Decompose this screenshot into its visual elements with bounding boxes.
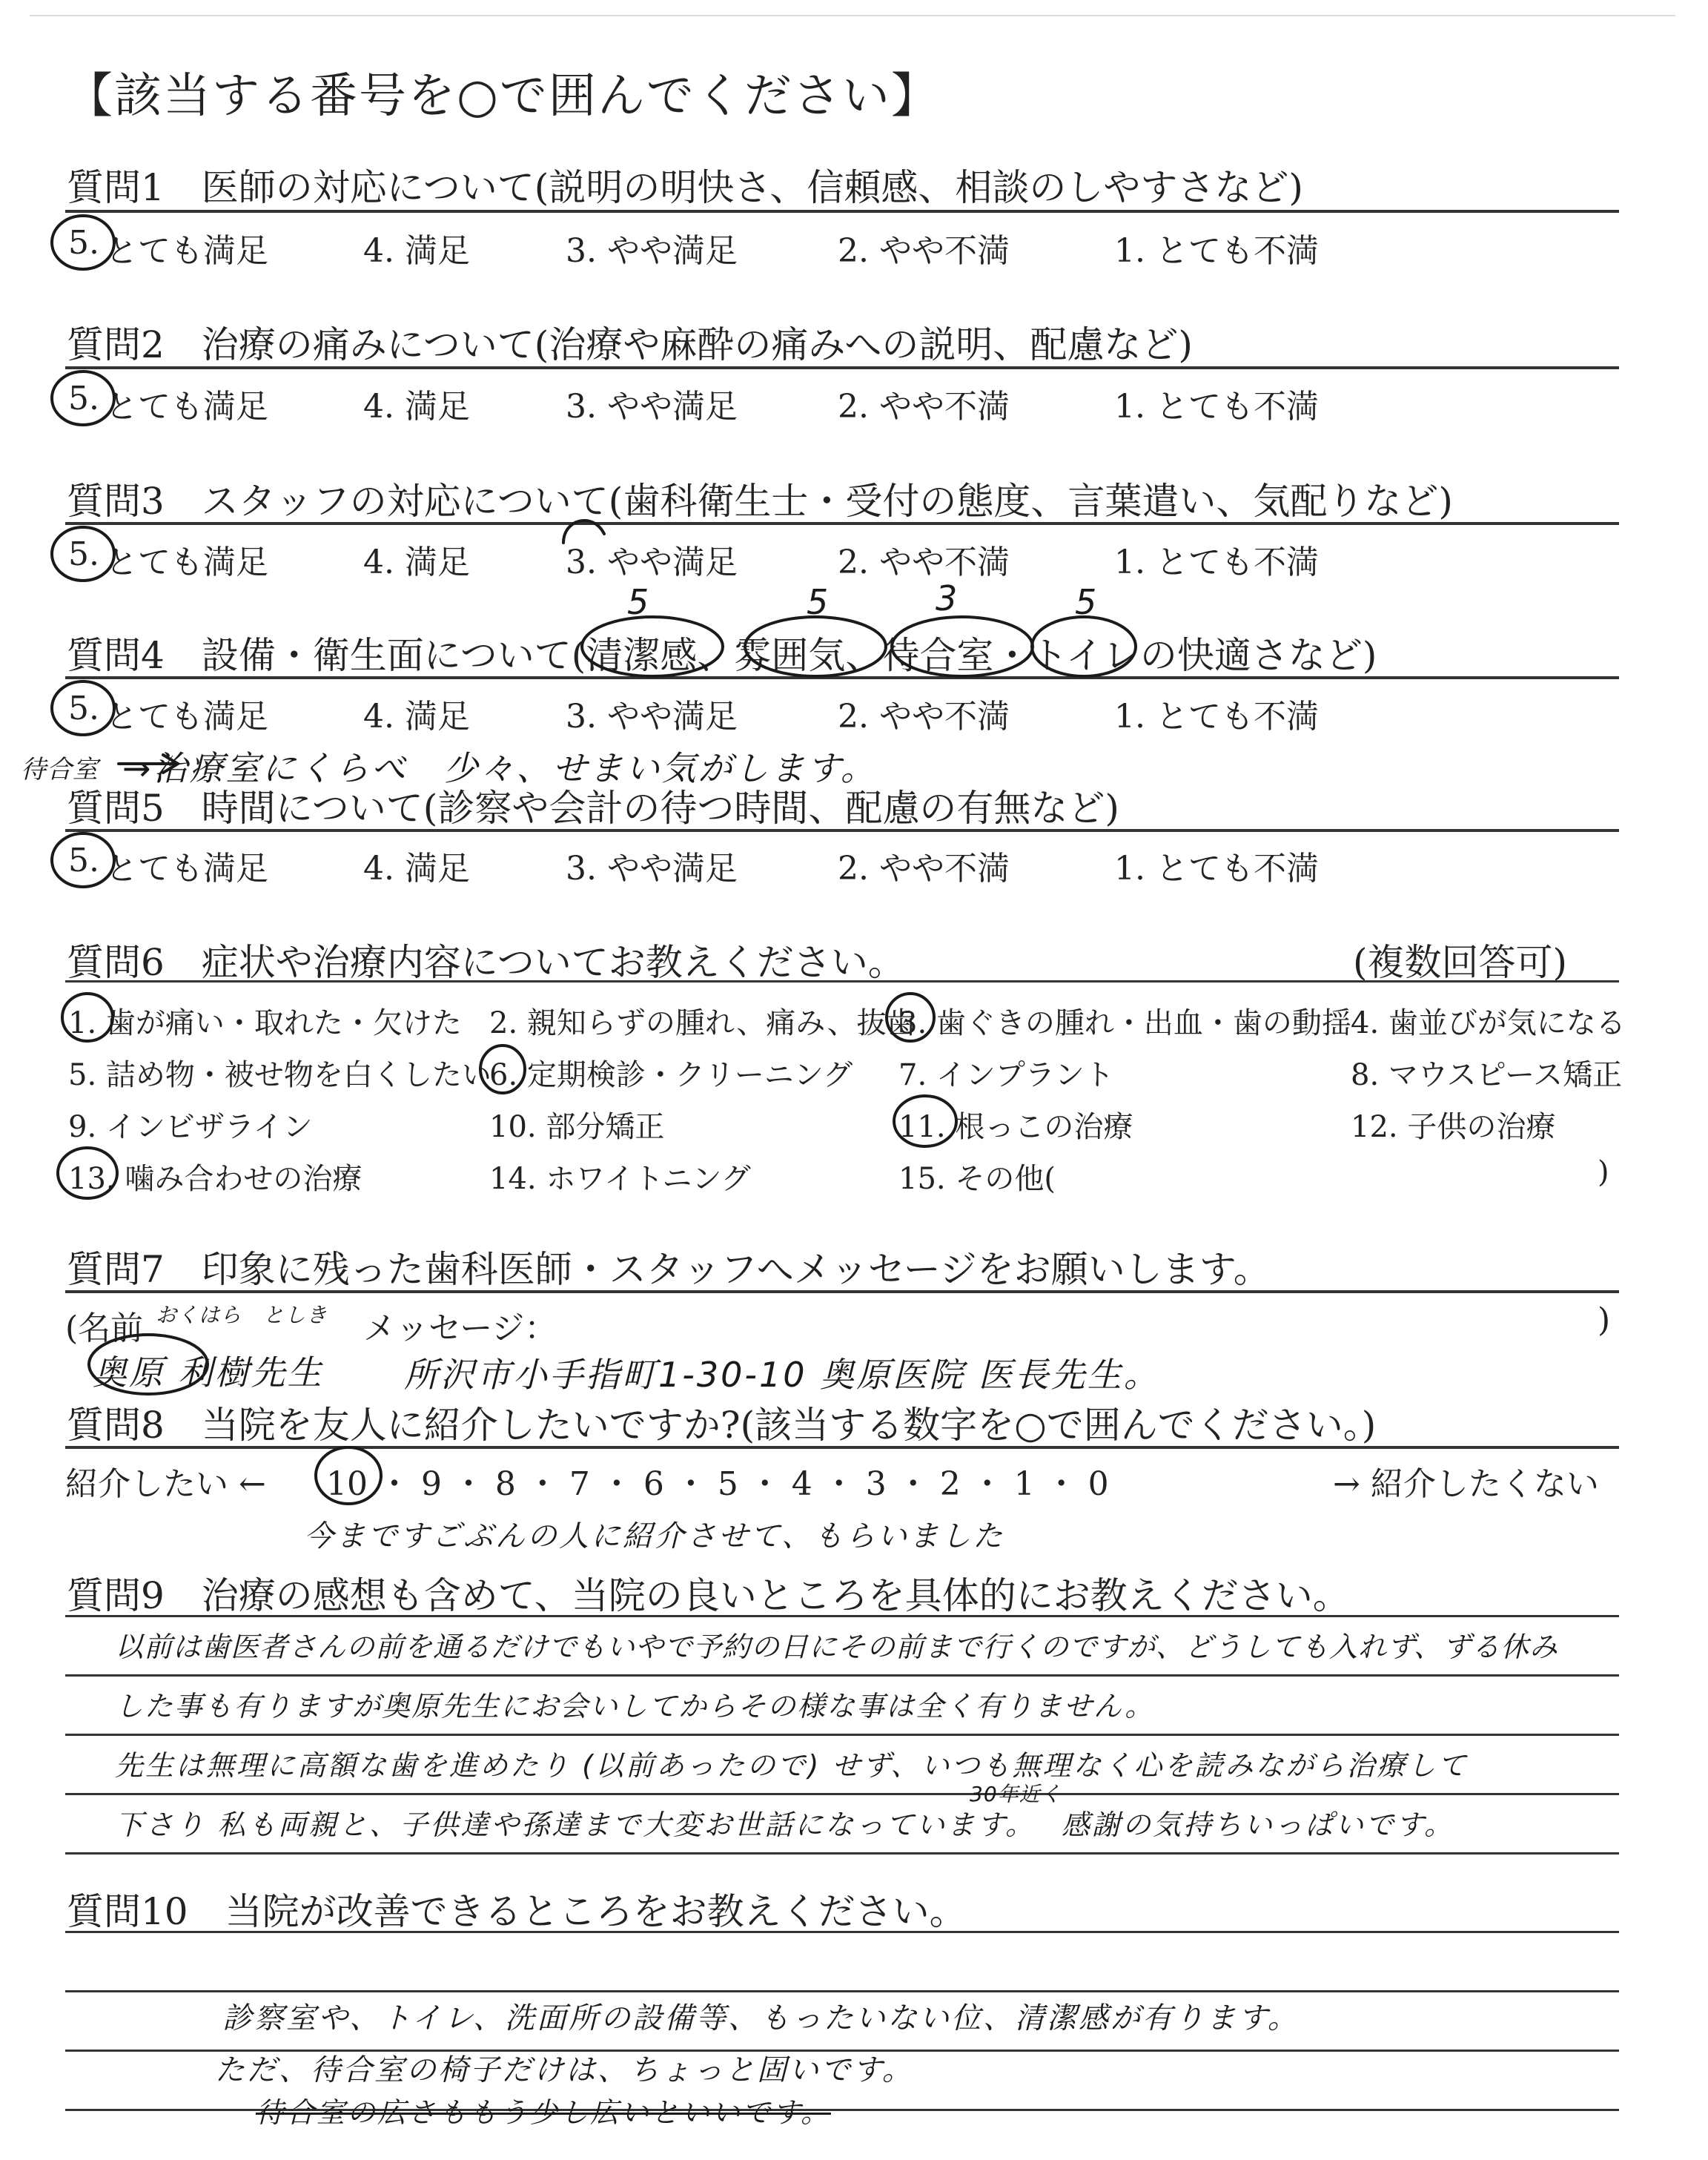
q1-rule xyxy=(65,210,1619,213)
q4-handwritten-note: →治療室にくらべ 少々、せまい気がします。 xyxy=(122,748,877,788)
q7-title: 質問7 印象に残った歯科医師・スタッフへメッセージをお願いします。 xyxy=(67,1248,1271,1291)
q3-opt2[interactable]: 2. やや不満 xyxy=(838,544,1010,581)
q8-scale[interactable]: 10 ・ 9 ・ 8 ・ 7 ・ 6 ・ 5 ・ 4 ・ 3 ・ 2 ・ 1 ・ 0 xyxy=(326,1465,1109,1503)
q6-item-15-close: ) xyxy=(1598,1155,1609,1189)
q10-rule-1 xyxy=(65,1931,1619,1933)
q6-title: 質問6 症状や治療内容についてお教えください。 xyxy=(67,941,905,984)
q6-item-2[interactable]: 2. 親知らずの腫れ、痛み、抜歯 xyxy=(489,1006,916,1040)
q9-title: 質問9 治療の感想も含めて、当院の良いところを具体的にお教えください。 xyxy=(67,1574,1350,1617)
q3-opt5-label: とても満足 xyxy=(105,544,268,581)
q3-title: 質問3 スタッフの対応について(歯科衛生士・受付の態度、言葉遣い、気配りなど) xyxy=(67,480,1453,523)
q3-opt3[interactable]: 3. やや満足 xyxy=(566,544,738,581)
q2-opt1[interactable]: 1. とても不満 xyxy=(1114,388,1319,426)
q7-name-label: (名前 xyxy=(65,1309,144,1347)
q6-multi-answer-note: (複数回答可) xyxy=(1353,941,1568,984)
q3-opt4[interactable]: 4. 満足 xyxy=(363,544,470,581)
q1-opt3[interactable]: 3. やや満足 xyxy=(566,232,738,270)
q10-title: 質問10 当院が改善できるところをお教えください。 xyxy=(67,1890,967,1933)
q4-mark-waiting-room: 3 xyxy=(936,578,960,618)
q1-opt2[interactable]: 2. やや不満 xyxy=(838,232,1010,270)
q10-answer-line-1: 診察室や、トイレ、洗面所の設備等、もったいない位、清潔感が有ります。 xyxy=(222,2001,1300,2035)
q4-opt5-num[interactable]: 5. xyxy=(68,690,99,727)
q4-mark-toilet: 5 xyxy=(1075,582,1099,622)
q5-opt1[interactable]: 1. とても不満 xyxy=(1114,850,1319,888)
q6-item-15[interactable]: 15. その他( xyxy=(898,1162,1056,1196)
q6-item-8[interactable]: 8. マウスピース矯正 xyxy=(1351,1058,1623,1092)
q10-rule-2 xyxy=(65,1990,1619,1992)
q5-opt2[interactable]: 2. やや不満 xyxy=(838,850,1010,888)
q2-opt3[interactable]: 3. やや満足 xyxy=(566,388,738,426)
q5-title: 質問5 時間について(診察や会計の待つ時間、配慮の有無など) xyxy=(67,787,1119,830)
q9-answer-line-2: した事も有りますが奥原先生にお会いしてからその様な事は全く有りません。 xyxy=(115,1690,1155,1723)
q1-opt1[interactable]: 1. とても不満 xyxy=(1114,232,1319,270)
q6-rule xyxy=(65,980,1619,982)
q7-close-paren: ) xyxy=(1598,1301,1611,1339)
q1-opt4[interactable]: 4. 満足 xyxy=(363,232,470,270)
q9-rule-1 xyxy=(65,1615,1619,1617)
q8-right-label: → 紹介したくない xyxy=(1333,1465,1599,1503)
q6-item-9[interactable]: 9. インビザライン xyxy=(68,1110,313,1144)
q7-handwritten-message[interactable]: 所沢市小手指町1-30-10 奥原医院 医長先生。 xyxy=(404,1355,1160,1395)
q3-opt5-num[interactable]: 5. xyxy=(68,535,99,573)
q6-item-12[interactable]: 12. 子供の治療 xyxy=(1351,1110,1556,1144)
q2-opt5-num[interactable]: 5. xyxy=(68,380,99,417)
q2-opt4[interactable]: 4. 満足 xyxy=(363,388,470,426)
q10-answer-line-3-struck: 待合室の広さももう少し広いといいです。 xyxy=(256,2096,831,2129)
q10-answer-line-2: ただ、待合室の椅子だけは、ちょっと固いです。 xyxy=(215,2053,914,2087)
q6-item-14[interactable]: 14. ホワイトニング xyxy=(489,1162,751,1196)
q9-years-note: 30年近く xyxy=(970,1782,1062,1806)
q3-rule xyxy=(65,522,1619,525)
q9-answer-line-3: 先生は無理に高額な歯を進めたり (以前あったので) せず、いつも無理なく心を読みながら治療して xyxy=(115,1749,1469,1782)
page-top-border xyxy=(30,15,1675,16)
q6-item-11[interactable]: 11. 根っこの治療 xyxy=(898,1110,1133,1144)
q6-item-7[interactable]: 7. インプラント xyxy=(898,1058,1114,1092)
q4-note-prefix: 待合室 xyxy=(21,755,99,785)
q9-answer-line-5: 感謝の気持ちいっぱいです。 xyxy=(1062,1809,1454,1841)
q6-item-4[interactable]: 4. 歯並びが気になる xyxy=(1351,1006,1626,1040)
q4-mark-atmosphere: 5 xyxy=(807,582,831,622)
q5-opt5-label: とても満足 xyxy=(105,850,268,888)
q4-mark-cleanliness: 5 xyxy=(627,582,652,622)
q9-answer-line-1: 以前は歯医者さんの前を通るだけでもいやで予約の日にその前まで行くのですが、どうしても入れず、ずる休み xyxy=(115,1631,1558,1663)
q9-answer-line-4: 下さり 私も両親と、子供達や孫達まで大変お世話になっています。 xyxy=(115,1809,1036,1841)
q8-rule xyxy=(65,1446,1619,1449)
q8-handwritten-note: 今まですごぶんの人に紹介させて、もらいました xyxy=(304,1519,1005,1553)
page-title: 【該当する番号を○で囲んでください】 xyxy=(65,69,940,124)
q4-title: 質問4 設備・衛生面について(清潔感、雰囲気、待合室・トイレの快適さなど) xyxy=(67,634,1377,677)
q4-opt1[interactable]: 1. とても不満 xyxy=(1114,698,1319,736)
q5-opt4[interactable]: 4. 満足 xyxy=(363,850,470,888)
q9-rule-2 xyxy=(65,1674,1619,1677)
q7-handwritten-name[interactable]: 奥原 利樹先生 xyxy=(93,1353,324,1393)
q2-opt5-label: とても満足 xyxy=(105,388,268,426)
q4-opt5-label: とても満足 xyxy=(105,698,268,736)
q7-message-label: メッセージ： xyxy=(363,1309,557,1347)
q3-opt1[interactable]: 1. とても不満 xyxy=(1114,544,1319,581)
q9-rule-5 xyxy=(65,1852,1619,1855)
q6-item-13[interactable]: 13. 噛み合わせの治療 xyxy=(68,1162,363,1196)
q4-opt4[interactable]: 4. 満足 xyxy=(363,698,470,736)
q6-item-6[interactable]: 6. 定期検診・クリーニング xyxy=(489,1058,853,1092)
q6-item-1[interactable]: 1. 歯が痛い・取れた・欠けた xyxy=(68,1006,462,1040)
q7-rule xyxy=(65,1290,1619,1293)
q5-rule xyxy=(65,829,1619,832)
q6-item-10[interactable]: 10. 部分矯正 xyxy=(489,1110,665,1144)
q2-rule xyxy=(65,366,1619,369)
q2-title: 質問2 治療の痛みについて(治療や麻酔の痛みへの説明、配慮など) xyxy=(67,323,1193,366)
q1-opt5-num[interactable]: 5. xyxy=(68,224,99,262)
q2-opt2[interactable]: 2. やや不満 xyxy=(838,388,1010,426)
q1-title: 質問1 医師の対応について(説明の明快さ、信頼感、相談のしやすさなど) xyxy=(67,166,1303,209)
q4-rule xyxy=(65,676,1619,679)
q8-title: 質問8 当院を友人に紹介したいですか?(該当する数字を○で囲んでください。) xyxy=(67,1404,1377,1447)
q5-opt5-num[interactable]: 5. xyxy=(68,842,99,879)
q4-opt3[interactable]: 3. やや満足 xyxy=(566,698,738,736)
q6-item-3[interactable]: 3. 歯ぐきの腫れ・出血・歯の動揺 xyxy=(898,1006,1351,1040)
q4-opt2[interactable]: 2. やや不満 xyxy=(838,698,1010,736)
q9-rule-4 xyxy=(65,1793,1619,1795)
q8-left-label: 紹介したい ← xyxy=(65,1465,266,1503)
q9-rule-3 xyxy=(65,1734,1619,1736)
q7-name-ruby: おくはら としき xyxy=(156,1303,328,1327)
q6-item-5[interactable]: 5. 詰め物・被せ物を白くしたい xyxy=(68,1058,491,1092)
q5-opt3[interactable]: 3. やや満足 xyxy=(566,850,738,888)
q1-opt5-label: とても満足 xyxy=(105,232,268,270)
